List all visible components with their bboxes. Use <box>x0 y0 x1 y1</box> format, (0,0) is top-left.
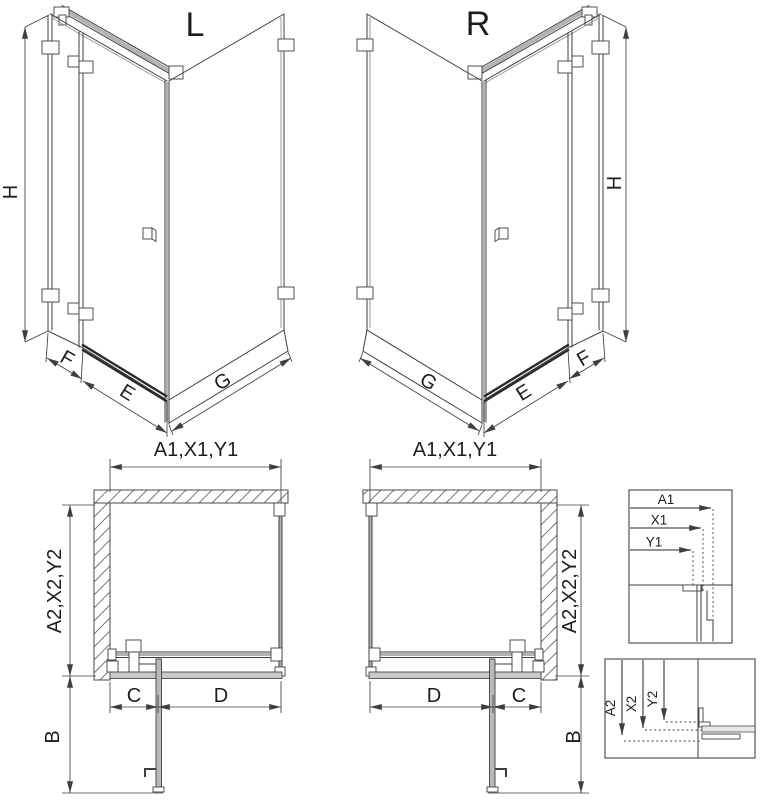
dim-label-f-right: F <box>573 346 595 372</box>
plan-view-left <box>42 439 288 793</box>
dim-label-c-left: C <box>126 685 142 707</box>
dim-label-b-right: B <box>563 730 585 744</box>
detail-label-a1: A1 <box>657 492 675 507</box>
iso-view-left <box>0 6 294 438</box>
dim-label-h-left: H <box>0 184 22 200</box>
dim-label-e-right: E <box>512 380 536 406</box>
dim-label-g-right: G <box>415 368 441 396</box>
variant-label-right: R <box>465 5 491 43</box>
detail-label-x2: X2 <box>624 695 639 713</box>
dim-label-a2-right: A2,X2,Y2 <box>559 548 581 634</box>
detail-label-y2: Y2 <box>645 690 660 708</box>
detail-box-horizontal-dims <box>629 490 732 643</box>
detail-box-top-frame <box>629 490 732 643</box>
dim-label-e-left: E <box>115 380 139 406</box>
iso-left-linework <box>25 6 294 438</box>
wall-top-right-plan <box>363 490 557 503</box>
detail-label-x1: X1 <box>650 512 668 528</box>
variant-label-left: L <box>185 6 205 44</box>
dim-label-f-left: F <box>56 346 78 372</box>
dim-label-a1-right: A1,X1,Y1 <box>412 439 498 461</box>
wall-top-left-plan <box>94 490 288 503</box>
dim-label-d-right: D <box>426 685 442 707</box>
dim-label-b-left: B <box>42 730 64 744</box>
iso-right-linework <box>357 6 626 438</box>
plan-view-right <box>363 439 589 793</box>
dim-label-a1-left: A1,X1,Y1 <box>153 439 239 461</box>
dim-label-a2-left: A2,X2,Y2 <box>44 548 66 634</box>
dim-label-h-right: H <box>604 175 626 191</box>
detail-box-vertical-dims <box>603 659 755 758</box>
detail-label-y1: Y1 <box>645 534 663 550</box>
iso-view-right <box>357 5 626 437</box>
dim-label-d-left: D <box>213 685 229 707</box>
dim-label-c-right: C <box>511 685 527 707</box>
dim-label-g-left: G <box>210 368 236 396</box>
detail-label-a2: A2 <box>603 699 618 717</box>
